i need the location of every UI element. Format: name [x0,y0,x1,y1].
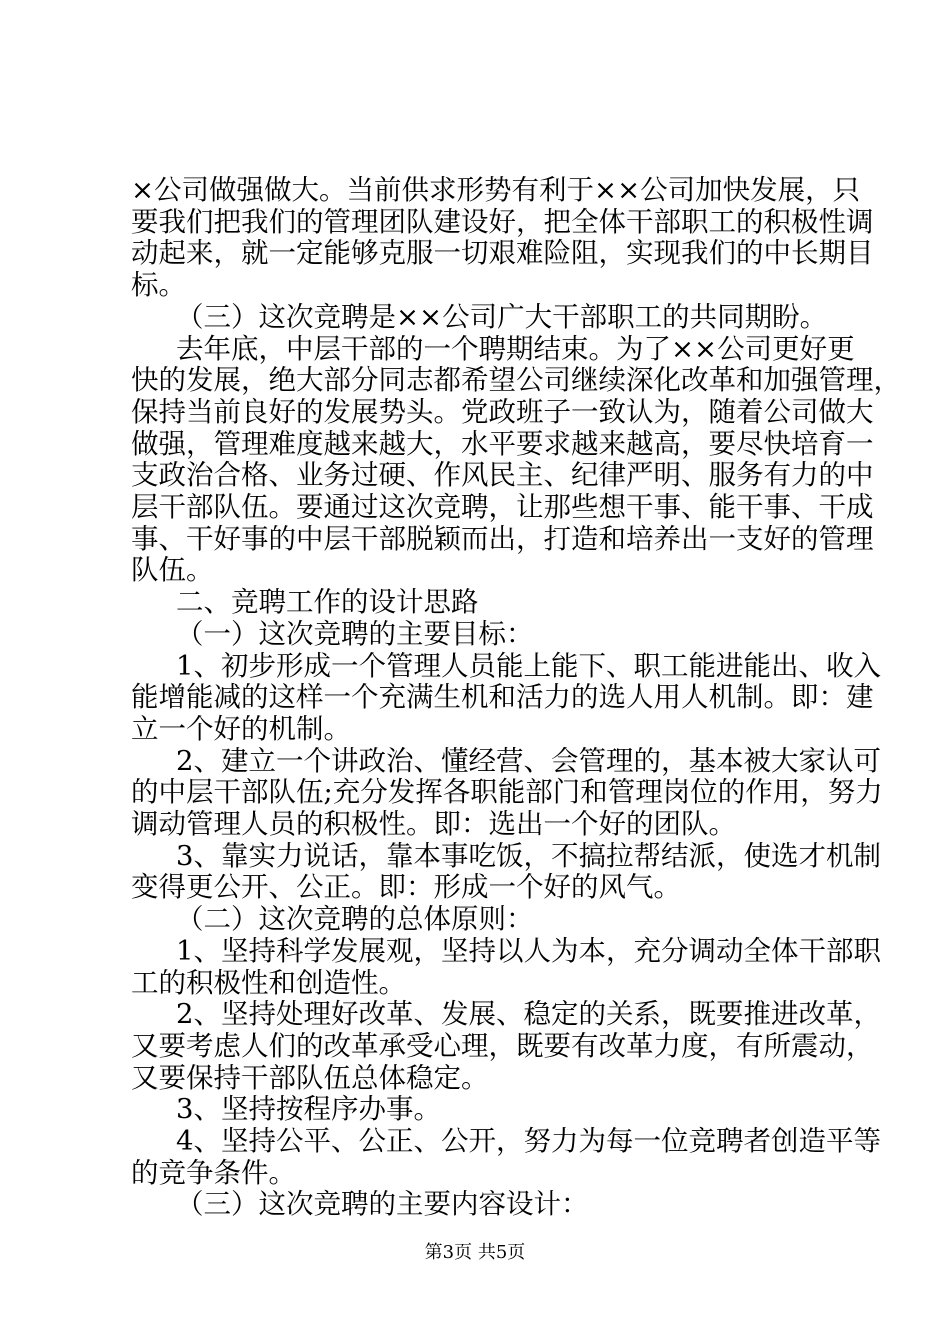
text-line-4: 标。 [131,269,186,302]
text-line-9: 做强，管理难度越来越大，水平要求越来越高，要尽快培育一 [131,427,874,460]
text-line-8: 保持当前良好的发展势头。党政班子一致认为，随着公司做大 [131,395,874,428]
text-line-10: 支政治合格、业务过硬、作风民主、纪律严明、服务有力的中 [131,459,874,492]
text-line-31: 4、坚持公平、公正、公开，努力为每一位竞聘者创造平等 [176,1125,881,1157]
section-heading-2: （二）这次竞聘的总体原则： [176,903,534,936]
text-line-19: 2、建立一个讲政治、懂经营、会管理的，基本被大家认可 [176,744,881,777]
section-heading-3b: （三）这次竞聘的主要内容设计： [176,1188,589,1221]
page-footer: 第3页 共5页 [424,1242,526,1263]
chapter-heading-2: 二、竞聘工作的设计思路 [176,586,479,619]
text-line-13: 队伍。 [131,554,214,587]
text-line-20: 的中层干部队伍;充分发挥各职能部门和管理岗位的作用，努力 [131,776,883,809]
text-line-7: 快的发展，绝大部分同志都希望公司继续深化改革和加强管理， [131,364,901,397]
section-heading-3: （三）这次竞聘是××公司广大干部职工的共同期盼。 [176,300,828,333]
text-line-29: 又要保持干部队伍总体稳定。 [131,1061,489,1094]
text-line-27: 2、坚持处理好改革、发展、稳定的关系，既要推进改革， [176,998,881,1031]
text-line-16: 1、初步形成一个管理人员能上能下、职工能进能出、收入 [176,649,881,682]
text-line-26: 工的积极性和创造性。 [131,966,406,999]
text-line-1: ×公司做强做大。当前供求形势有利于××公司加快发展，只 [131,174,861,206]
text-line-11: 层干部队伍。要通过这次竞聘，让那些想干事、能干事、干成 [131,491,874,523]
text-line-2: 要我们把我们的管理团队建设好，把全体干部职工的积极性调 [131,205,874,238]
text-line-17: 能增能减的这样一个充满生机和活力的选人用人机制。即：建 [131,681,874,714]
text-line-28: 又要考虑人们的改革承受心理，既要有改革力度，有所震动， [131,1029,874,1062]
text-line-30: 3、坚持按程序办事。 [176,1093,441,1126]
text-line-23: 变得更公开、公正。即：形成一个好的风气。 [131,871,681,904]
text-line-12: 事、干好事的中层干部脱颖而出，打造和培养出一支好的管理 [131,522,874,555]
section-heading-1: （一）这次竞聘的主要目标： [176,617,534,650]
text-line-21: 调动管理人员的积极性。即：选出一个好的团队。 [131,808,736,840]
text-line-3: 动起来，就一定能够克服一切艰难险阻，实现我们的中长期目 [131,237,874,270]
text-line-22: 3、靠实力说话，靠本事吃饭，不搞拉帮结派，使选才机制 [176,839,881,872]
text-line-18: 立一个好的机制。 [131,712,351,745]
text-line-6: 去年底，中层干部的一个聘期结束。为了××公司更好更 [176,332,855,365]
text-line-32: 的竞争条件。 [131,1156,296,1189]
text-line-25: 1、坚持科学发展观，坚持以人为本，充分调动全体干部职 [176,934,881,967]
